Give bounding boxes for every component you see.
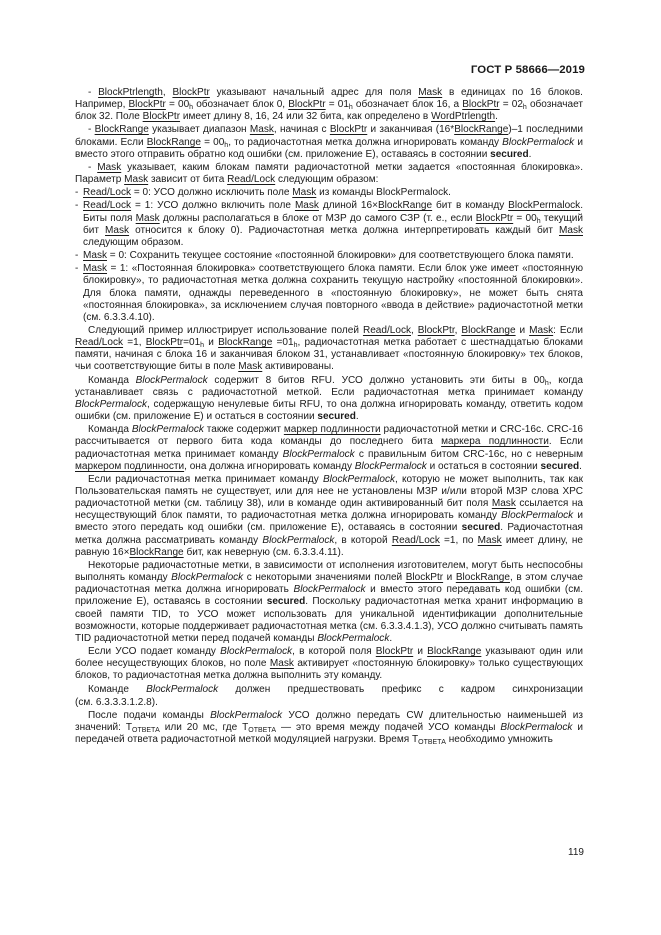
- list-item-readlock-0: - Read/Lock = 0: УСО должно исключить поле Mask из команды BlockPermalock.: [75, 187, 451, 199]
- paragraph-handle: Команда BlockPermalock также содержит маркер подлинности радиочастотной метки и CRC-16c. CRC-16 рассчитывается от первого бита кода команды до последнего бита маркера подлинности. Если радиочастотная метка принимает команду BlockPermalock с правильным битом CRC-16c, но с неверным маркером подлинности, она должна игнорировать команду BlockPermalock и остаться в состоянии secured.: [75, 424, 583, 472]
- standard-header: ГОСТ Р 58666—2019: [470, 64, 585, 76]
- paragraph-preamble: Команде BlockPermalock должен предшествовать префикс с кадром синхронизации: [88, 683, 583, 695]
- paragraph-example: Следующий пример иллюстрирует использование полей Read/Lock, BlockPtr, BlockRange и Mask: Если Read/Lock =1, $BlockPtr=01_h$ и BlockRange $=01_h$, радиочастотная метка работает с шестнадцатью блоками памяти, начиная с блока 16 и заканчивая блоком 31, устанавливает «постоянную блокировку» тех блоков, чьи соответствующие биты в поле Mask активированы.: [75, 324, 583, 373]
- paragraph-mask: - Mask указывает, каким блокам памяти радиочастотной метки задается «постоянная блокировка». Параметр Mask зависит от бита Read/Lock следующим образом:: [75, 161, 583, 186]
- paragraph-cannot-execute: Если радиочастотная метка принимает команду BlockPermalock, которую не может выполнить, так как Пользовательская память не существует, или для нее не установлены МЗР и/или второй МЗР слова ХРС радиочастотной метки (см. таблицу 38), или в команде один активированный бит поля Mask ссылается на несуществующий блок памяти, то радиочастотная метка должна игнорировать команду BlockPermalock и вместо этого передать код ошибки (см. приложение Е), оставаясь в состоянии secured. Радиочастотная метка должна рассматривать команду BlockPermalock, в которой Read/Lock =1, по Mask имеет длину, не равную 16×BlockRange бит, как неверную (см. 6.3.3.4.11).: [75, 473, 584, 558]
- list-item-mask-1: - Mask = 1: «Постоянная блокировка» соответствующего блока памяти. Если блок уже имеет «постоянную блокировку», то радиочастотная метка должна сохранить текущую настройку «постоянной блокировки». Для блока памяти, однажды переведенного в «постоянную блокировку», не может быть снята «постоянная блокировка», за исключением случая повторного «ввода в действие» радиочастотной метки (см. 6.3.3.4.10).: [75, 263, 583, 323]
- list-item-mask-0: - Mask = 0: Сохранить текущее состояние «постоянной блокировки» для соответствующего блока памяти.: [75, 250, 574, 262]
- paragraph-blockptr: - BlockPtrlength, BlockPtr указывают начальный адрес для поля Mask в единицах по 16 блоков. Например, BlockPtr = $00_h$ обозначает блок 0, BlockPtr = $01_h$ обозначает блок 16, а BlockPtr = $02_h$ обозначает блок 32. Поле BlockPtr имеет длину 8, 16, 24 или 32 бита, как определено в WordPtrlength.: [75, 87, 583, 123]
- list-item-readlock-1: - Read/Lock = 1: УСО должно включить поле Mask длиной 16×BlockRange бит в команду BlockPermalock. Биты поля Mask должны располагаться в блоке от МЗР до самого СЗР (т. е., если BlockPtr = $00_h$ текущий бит Mask относится к блоку 0). Радиочастотная метка должна интерпретировать каждый бит Mask следующим образом.: [75, 200, 583, 248]
- paragraph-blockrange: - BlockRange указывает диапазон Mask, начиная с BlockPtr и заканчивая (16*BlockRange)–1 последними блоками. Если BlockRange = $00_h$, то радиочастотная метка должна игнорировать команду BlockPermalock и вместо этого отправить обратно код ошибки (см. приложение Е), оставаясь в состоянии secured.: [75, 124, 583, 160]
- paragraph-preamble-ref: (см. 6.3.3.3.1.2.8).: [75, 696, 158, 708]
- paragraph-manufacturer: Некоторые радиочастотные метки, в зависимости от исполнения изготовителем, могут быть неспособны выполнять команду BlockPermalock с некоторыми значениями полей BlockPtr и BlockRange, в этом случае радиочастотная метка должна игнорировать BlockPermalock и вместо этого передавать код ошибки (см. приложение Е), оставаясь в состоянии secured. Поскольку радиочастотная метка хранит информацию в своей памяти TID, то УСО может использовать для уникальной идентификации дополнительные возможности, которые поддерживает радиочастотная метка (см. 6.3.3.4.1.3), УСО должно считывать память TID радиочастотной метки перед подачей команды BlockPermalock.: [75, 559, 583, 644]
- paragraph-nonexistent-blocks: Если УСО подает команду BlockPermalock, в которой поля BlockPtr и BlockRange указывают один или более несуществующих блоков, но поле Mask активирует «постоянную блокировку» только существующих блоков, то радиочастотная метка должна выполнить эту команду.: [75, 646, 583, 682]
- body-text: [75, 87, 583, 747]
- page-number: 119: [568, 847, 584, 858]
- paragraph-cw: После подачи команды BlockPermalock УСО должно передать CW длительностью наименьшей из значений: $T_{ОТВЕТА}$ или 20 мс, где $T_{ОТВЕТА}$ — это время между подачей УСО команды BlockPermalock и передачей ответа радиочастотной меткой модуляцией нагрузки. Время $T_{ОТВЕТА}$ необходимо умножить: [75, 709, 583, 747]
- paragraph-rfu: Команда BlockPermalock содержит 8 битов RFU. УСО должно установить эти биты в $00_h$, когда устанавливает связь с радиочастотной меткой. Если радиочастотная метка принимает команду BlockPermalock, содержащую ненулевые биты RFU, то она должна игнорировать команду, ответить кодом ошибки (см. приложение Е) и остаться в состоянии secured.: [75, 374, 584, 423]
